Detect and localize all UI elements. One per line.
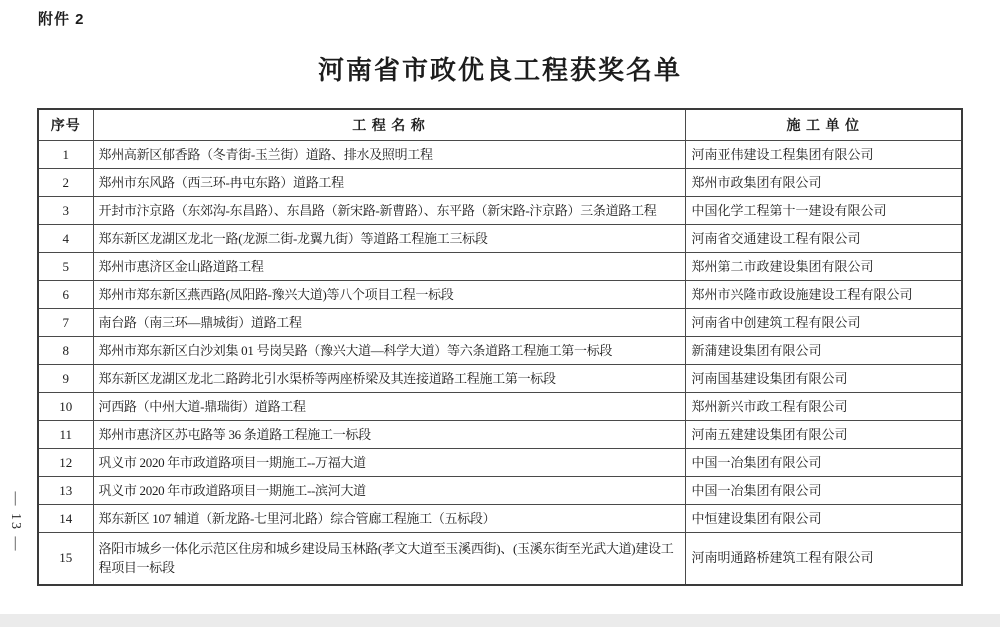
row-index-cell: 9 <box>38 365 93 393</box>
table-row <box>38 365 962 393</box>
project-name-cell: 郑州市惠济区金山路道路工程 <box>93 253 685 281</box>
project-name-cell: 郑州市郑东新区白沙刘集 01 号岗吴路（豫兴大道—科学大道）等六条道路工程施工第一标段 <box>93 337 685 365</box>
header-project-name: 工 程 名 称 <box>93 109 685 141</box>
table-row <box>38 169 962 197</box>
row-index-cell: 12 <box>38 449 93 477</box>
construction-unit-cell: 中国一冶集团有限公司 <box>685 477 962 505</box>
table-row <box>38 533 962 585</box>
row-index-cell: 8 <box>38 337 93 365</box>
project-name-cell: 巩义市 2020 年市政道路项目一期施工--万福大道 <box>93 449 685 477</box>
table-row <box>38 197 962 225</box>
construction-unit-cell: 郑州新兴市政工程有限公司 <box>685 393 962 421</box>
awards-table <box>37 108 963 586</box>
attachment-label: 附件 2 <box>38 11 85 28</box>
construction-unit-cell: 河南国基建设集团有限公司 <box>685 365 962 393</box>
row-index-cell: 14 <box>38 505 93 533</box>
row-index-cell: 1 <box>38 141 93 169</box>
table-row <box>38 225 962 253</box>
construction-unit-cell: 中国化学工程第十一建设有限公司 <box>685 197 962 225</box>
table-row <box>38 309 962 337</box>
row-index-cell: 13 <box>38 477 93 505</box>
construction-unit-cell: 郑州第二市政建设集团有限公司 <box>685 253 962 281</box>
table-row <box>38 281 962 309</box>
construction-unit-cell: 新蒲建设集团有限公司 <box>685 337 962 365</box>
header-construction-unit: 施 工 单 位 <box>685 109 962 141</box>
table-row <box>38 141 962 169</box>
page-bottom-edge <box>0 614 1000 627</box>
row-index-cell: 15 <box>38 533 93 585</box>
construction-unit-cell: 郑州市政集团有限公司 <box>685 169 962 197</box>
project-name-cell: 开封市汴京路（东郊沟-东昌路）、东昌路（新宋路-新曹路）、东平路（新宋路-汴京路）三条道路工程 <box>93 197 685 225</box>
project-name-cell: 郑州市东风路（西三环-冉屯东路）道路工程 <box>93 169 685 197</box>
construction-unit-cell: 河南省中创建筑工程有限公司 <box>685 309 962 337</box>
project-name-cell: 郑东新区龙湖区龙北二路跨北引水渠桥等两座桥梁及其连接道路工程施工第一标段 <box>93 365 685 393</box>
table-row <box>38 393 962 421</box>
project-name-cell: 郑州高新区郁香路（冬青街-玉兰街）道路、排水及照明工程 <box>93 141 685 169</box>
construction-unit-cell: 中恒建设集团有限公司 <box>685 505 962 533</box>
page-number: — 13 — <box>8 491 23 553</box>
construction-unit-cell: 郑州市兴隆市政设施建设工程有限公司 <box>685 281 962 309</box>
project-name-cell: 郑州市郑东新区燕西路(凤阳路-豫兴大道)等八个项目工程一标段 <box>93 281 685 309</box>
row-index-cell: 5 <box>38 253 93 281</box>
awards-table-body <box>38 141 962 585</box>
project-name-cell: 郑东新区 107 辅道（新龙路-七里河北路）综合管廊工程施工（五标段） <box>93 505 685 533</box>
construction-unit-cell: 河南亚伟建设工程集团有限公司 <box>685 141 962 169</box>
row-index-cell: 3 <box>38 197 93 225</box>
row-index-cell: 4 <box>38 225 93 253</box>
construction-unit-cell: 河南五建建设集团有限公司 <box>685 421 962 449</box>
project-name-cell: 南台路（南三环—鼎城街）道路工程 <box>93 309 685 337</box>
page-title: 河南省市政优良工程获奖名单 <box>317 55 682 85</box>
construction-unit-cell: 河南明通路桥建筑工程有限公司 <box>685 533 962 585</box>
row-index-cell: 2 <box>38 169 93 197</box>
project-name-cell: 洛阳市城乡一体化示范区住房和城乡建设局玉林路(孝文大道至玉溪西街)、(玉溪东街至光武大道)建设工程项目一标段 <box>93 533 685 585</box>
construction-unit-cell: 河南省交通建设工程有限公司 <box>685 225 962 253</box>
table-header-row <box>38 109 962 141</box>
table-row <box>38 421 962 449</box>
table-row <box>38 337 962 365</box>
construction-unit-cell: 中国一冶集团有限公司 <box>685 449 962 477</box>
table-row <box>38 505 962 533</box>
row-index-cell: 10 <box>38 393 93 421</box>
project-name-cell: 河西路（中州大道-鼎瑞街）道路工程 <box>93 393 685 421</box>
table-row <box>38 449 962 477</box>
project-name-cell: 郑东新区龙湖区龙北一路(龙源二街-龙翼九街）等道路工程施工三标段 <box>93 225 685 253</box>
row-index-cell: 11 <box>38 421 93 449</box>
awards-table-container <box>37 108 963 586</box>
row-index-cell: 6 <box>38 281 93 309</box>
row-index-cell: 7 <box>38 309 93 337</box>
project-name-cell: 郑州市惠济区苏屯路等 36 条道路工程施工一标段 <box>93 421 685 449</box>
project-name-cell: 巩义市 2020 年市政道路项目一期施工--滨河大道 <box>93 477 685 505</box>
table-row <box>38 477 962 505</box>
header-row-index: 序号 <box>38 109 93 141</box>
table-row <box>38 253 962 281</box>
